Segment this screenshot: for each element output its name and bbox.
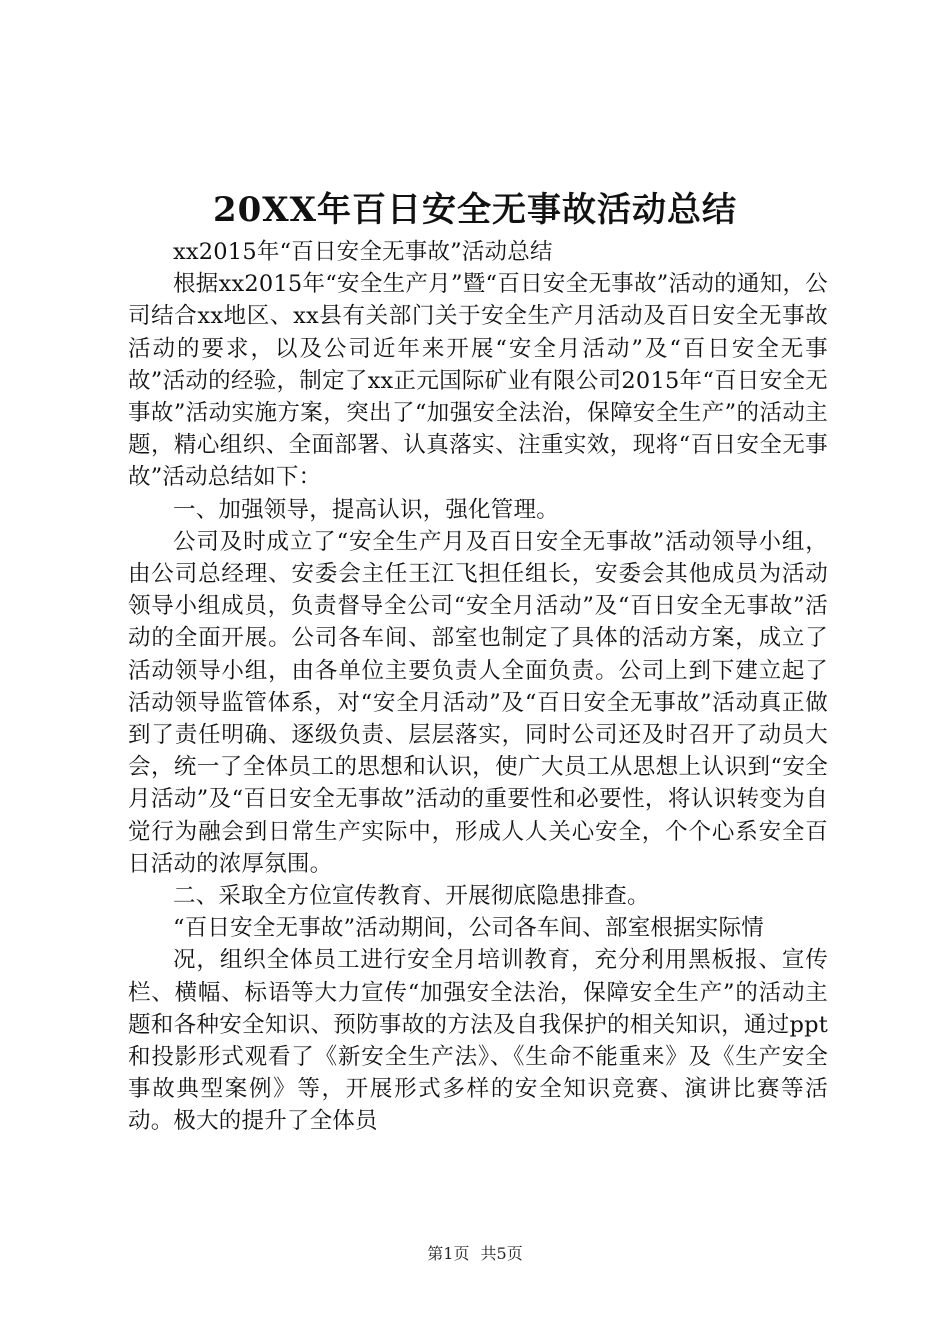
paragraph-intro: 根据xx2015年“安全生产月”暨“百日安全无事故”活动的通知，公司结合xx地区、xx县有关部门关于安全生产月活动及百日安全无事故活动的要求，以及公司近年来开展“安全月活动”及“百日安全无事故”活动的经验，制定了xx正元国际矿业有限公司2015年“百日安全无事故”活动实施方案，突出了“加强安全法治，保障安全生产”的活动主题，精心组织、全面部署、认真落实、注重实效，现将“百日安全无事故”活动总结如下： bbox=[128, 271, 828, 491]
page-footer bbox=[0, 1243, 950, 1265]
section-heading-2: 二、采取全方位宣传教育、开展彻底隐患排查。 bbox=[173, 883, 650, 910]
paragraph-subtitle: xx2015年“百日安全无事故”活动总结 bbox=[173, 239, 553, 265]
document-title: 20XX年百日安全无事故活动总结 bbox=[212, 190, 738, 230]
paragraph-section-2b: 况，组织全体员工进行安全月培训教育，充分利用黑板报、宣传栏、横幅、标语等大力宣传“加强安全法治，保障安全生产”的活动主题和各种安全知识、预防事故的方法及自我保护的相关知识，通过ppt和投影形式观看了《新安全生产法》、《生命不能重来》及《生产安全事故典型案例》等，开展形式多样的安全知识竞赛、演讲比赛等活动。极大的提升了全体员 bbox=[128, 947, 828, 1135]
paragraph-section-1: 公司及时成立了“安全生产月及百日安全无事故”活动领导小组，由公司总经理、安委会主任王江飞担任组长，安委会其他成员为活动领导小组成员，负责督导全公司“安全月活动”及“百日安全无事故”活动的全面开展。公司各车间、部室也制定了具体的活动方案，成立了活动领导小组，由各单位主要负责人全面负责。公司上到下建立起了活动领导监管体系，对“安全月活动”及“百日安全无事故”活动真正做到了责任明确、逐级负责、层层落实，同时公司还及时召开了动员大会，统一了全体员工的思想和认识，使广大员工从思想上认识到“安全月活动”及“百日安全无事故”活动的重要性和必要性，将认识转变为自觉行为融会到日常生产实际中，形成人人关心安全，个个心系安全百日活动的浓厚氛围。 bbox=[128, 528, 828, 877]
paragraph-section-2a: “百日安全无事故”活动期间，公司各车间、部室根据实际情 bbox=[173, 915, 764, 942]
page-number: 第1页 bbox=[427, 1244, 470, 1263]
section-heading-1: 一、加强领导，提高认识，强化管理。 bbox=[173, 496, 559, 523]
document-body bbox=[128, 236, 828, 1138]
page-total: 共5页 bbox=[480, 1244, 523, 1263]
